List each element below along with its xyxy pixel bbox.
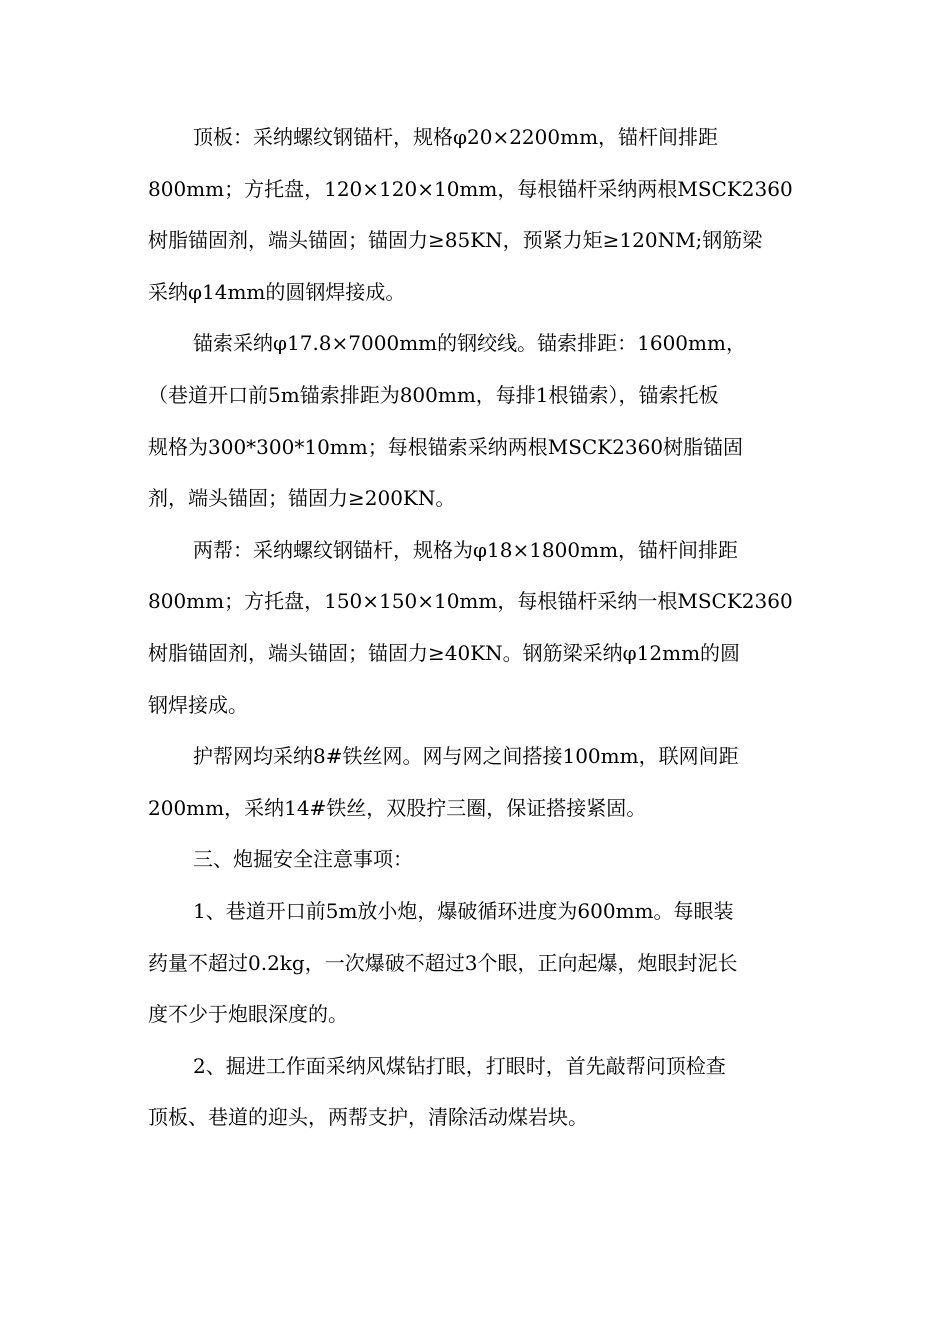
text-line: 锚索采纳φ17.8×7000mm的钢绞线。锚索排距：1600mm， xyxy=(193,331,746,356)
text-line: 钢焊接成。 xyxy=(148,692,248,717)
section-heading-text: 三、炮掘安全注意事项： xyxy=(193,847,413,872)
list-item-2 xyxy=(148,1041,804,1144)
text-line: 两帮：采纳螺纹钢锚杆，规格为φ18×1800mm，锚杆间排距 xyxy=(193,537,739,562)
section-heading xyxy=(148,834,804,886)
text-line: （巷道开口前5m锚索排距为800mm，每排1根锚索），锚索托板 xyxy=(148,382,719,407)
text-line: 药量不超过0.2kg，一次爆破不超过3个眼，正向起爆，炮眼封泥长 xyxy=(148,950,738,975)
text-line: 顶板：采纳螺纹钢锚杆，规格φ20×2200mm，锚杆间排距 xyxy=(193,125,719,149)
text-line: 采纳φ14mm的圆钢焊接成。 xyxy=(148,279,406,304)
paragraph-side-support xyxy=(148,525,804,731)
list-item-1 xyxy=(148,886,804,1041)
paragraph-wire-mesh xyxy=(148,731,804,834)
text-line: 800mm；方托盘，120×120×10mm，每根锚杆采纳两根MSCK2360 xyxy=(148,176,793,201)
document-body xyxy=(148,112,804,1144)
paragraph-anchor-cable xyxy=(148,318,804,524)
text-line: 200mm，采纳14#铁丝，双股拧三圈，保证搭接紧固。 xyxy=(148,795,647,820)
paragraph-roof-support xyxy=(148,112,804,318)
text-line: 顶板、巷道的迎头，两帮支护，清除活动煤岩块。 xyxy=(148,1105,588,1130)
text-line: 800mm；方托盘，150×150×10mm，每根锚杆采纳一根MSCK2360 xyxy=(148,589,793,614)
text-line: 度不少于炮眼深度的。 xyxy=(148,1002,348,1027)
text-line: 1、巷道开口前5m放小炮，爆破循环进度为600mm。每眼装 xyxy=(193,898,734,923)
text-line: 2、掘进工作面采纳风煤钻打眼，打眼时，首先敲帮问顶检查 xyxy=(193,1053,726,1078)
text-line: 规格为300*300*10mm；每根锚索采纳两根MSCK2360树脂锚固 xyxy=(148,434,744,459)
text-line: 剂，端头锚固；锚固力≥200KN。 xyxy=(148,486,456,511)
text-line: 树脂锚固剂，端头锚固；锚固力≥85KN，预紧力矩≥120NM;钢筋梁 xyxy=(148,228,763,253)
text-line: 树脂锚固剂，端头锚固；锚固力≥40KN。钢筋梁采纳φ12mm的圆 xyxy=(148,640,741,665)
text-line: 护帮网均采纳8#铁丝网。网与网之间搭接100mm，联网间距 xyxy=(193,744,739,769)
